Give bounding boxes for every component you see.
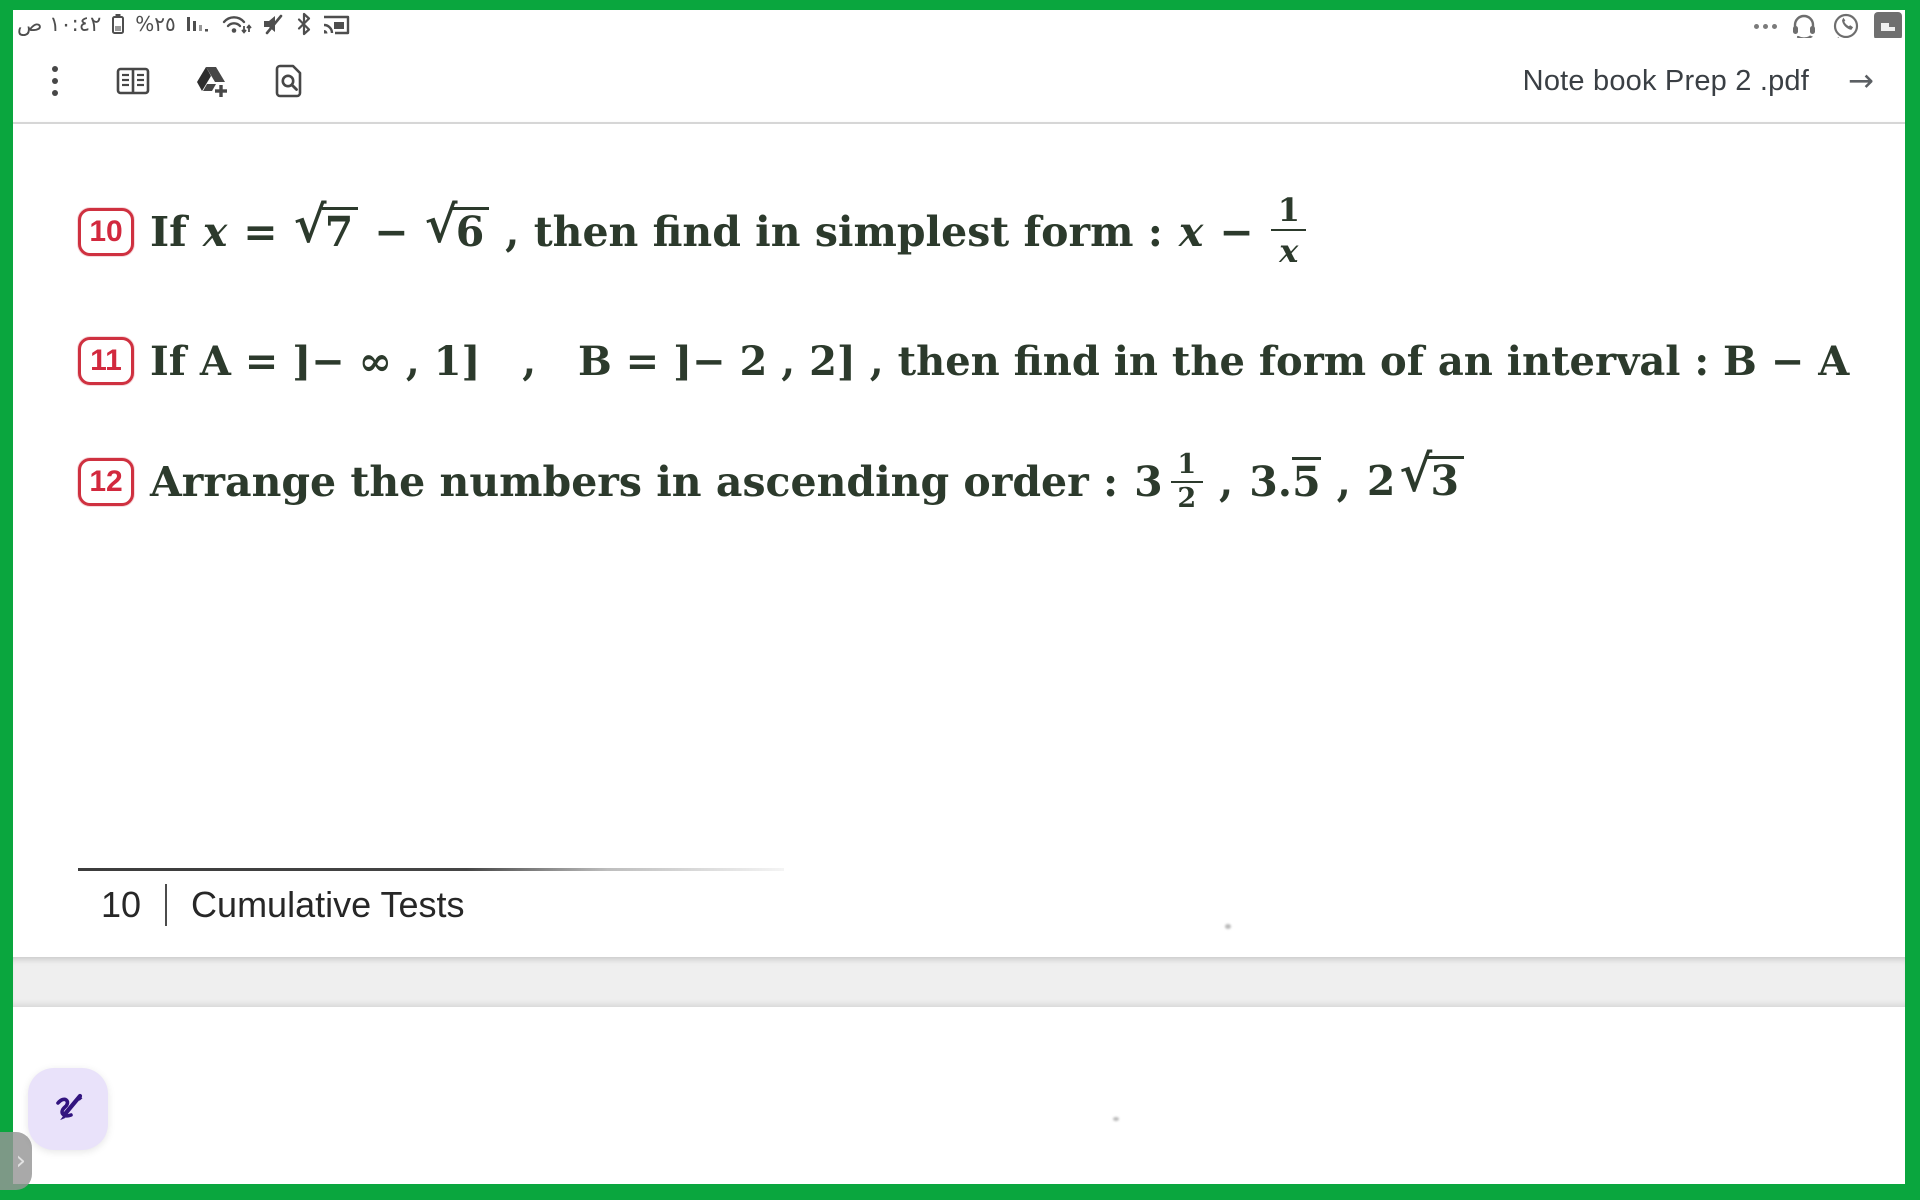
mute-icon bbox=[261, 12, 287, 36]
annotate-pen-icon bbox=[46, 1087, 90, 1131]
toolbar-left-actions bbox=[31, 57, 313, 105]
mixed-number-3-half: 3 $\frac{1}{2}$ bbox=[1134, 451, 1203, 513]
question-number-badge: 10 bbox=[78, 208, 134, 256]
headset-record-icon[interactable] bbox=[1789, 12, 1819, 40]
open-arrow-icon[interactable]: → bbox=[1837, 57, 1885, 105]
reader-view-icon[interactable] bbox=[109, 57, 157, 105]
document-title: Note book Prep 2 .pdf bbox=[1522, 64, 1809, 97]
battery-percent: %٢٥ bbox=[135, 12, 176, 36]
question-text: Arrange the numbers in ascending order : bbox=[150, 457, 1119, 506]
question-text: If A = ]− ∞ , 1] , B = ]− 2 , 2] , then find in the form of an interval : B − A bbox=[150, 337, 1850, 385]
question-number-badge: 12 bbox=[78, 458, 134, 506]
scan-speck bbox=[1225, 924, 1231, 929]
wifi-icon bbox=[220, 12, 252, 36]
find-in-document-icon[interactable] bbox=[265, 57, 313, 105]
radical-sqrt7: √ 7 bbox=[294, 207, 359, 257]
question-text: If bbox=[150, 208, 187, 256]
repeating-decimal: 3.5 bbox=[1249, 458, 1321, 507]
whatsapp-icon[interactable] bbox=[1831, 11, 1861, 41]
footer-rule bbox=[78, 868, 784, 871]
2-root-3: 2 √ 3 bbox=[1367, 456, 1464, 506]
app-screen bbox=[13, 10, 1905, 1184]
comma: , bbox=[1218, 457, 1234, 506]
pdf-viewer-toolbar bbox=[13, 38, 1905, 124]
edge-panel-handle[interactable] bbox=[0, 1132, 32, 1190]
question-10 bbox=[78, 172, 1308, 292]
battery-icon bbox=[110, 12, 126, 36]
scan-speck bbox=[1113, 1117, 1119, 1121]
status-bar bbox=[13, 10, 1905, 38]
pdf-page-2[interactable] bbox=[13, 1007, 1905, 1184]
question-11 bbox=[78, 316, 1849, 406]
comma: , bbox=[1336, 457, 1351, 506]
fraction-1-over-x: $\frac{1}{x}$ bbox=[1270, 194, 1308, 266]
footer-divider bbox=[165, 884, 167, 926]
cast-icon bbox=[321, 12, 351, 36]
chevron-right-icon: › bbox=[15, 1146, 26, 1176]
pdf-page-1[interactable] bbox=[13, 124, 1905, 957]
minus-sign: − bbox=[1219, 208, 1254, 256]
minus-sign: − bbox=[374, 208, 409, 256]
math-variable: x bbox=[202, 208, 228, 256]
page-footer bbox=[101, 884, 465, 926]
overlay-icons bbox=[1754, 11, 1903, 41]
floating-window-icon[interactable] bbox=[1873, 11, 1903, 41]
question-text: , then find in simplest form : bbox=[505, 208, 1163, 256]
radical-sqrt6: √ 6 bbox=[425, 207, 490, 257]
menu-kebab-icon[interactable] bbox=[31, 57, 79, 105]
more-dots-icon[interactable] bbox=[1754, 24, 1777, 29]
question-12 bbox=[78, 419, 1464, 544]
footer-section-title: Cumulative Tests bbox=[191, 884, 465, 925]
clock: ١٠:٤٢ ص bbox=[17, 12, 102, 36]
annotate-fab[interactable] bbox=[28, 1068, 108, 1150]
fraction-1-over-2: $\frac{1}{2}$ bbox=[1171, 451, 1203, 513]
question-number-badge: 11 bbox=[78, 337, 134, 385]
math-variable: x bbox=[1178, 208, 1204, 256]
status-left-cluster bbox=[17, 12, 351, 36]
bluetooth-icon bbox=[296, 12, 312, 36]
equals-sign: = bbox=[243, 208, 278, 256]
add-to-drive-icon[interactable] bbox=[187, 57, 235, 105]
signal-strength-icon bbox=[185, 13, 211, 35]
toolbar-right bbox=[1523, 57, 1885, 105]
footer-page-number: 10 bbox=[101, 884, 142, 925]
page-separator bbox=[13, 957, 1905, 1007]
